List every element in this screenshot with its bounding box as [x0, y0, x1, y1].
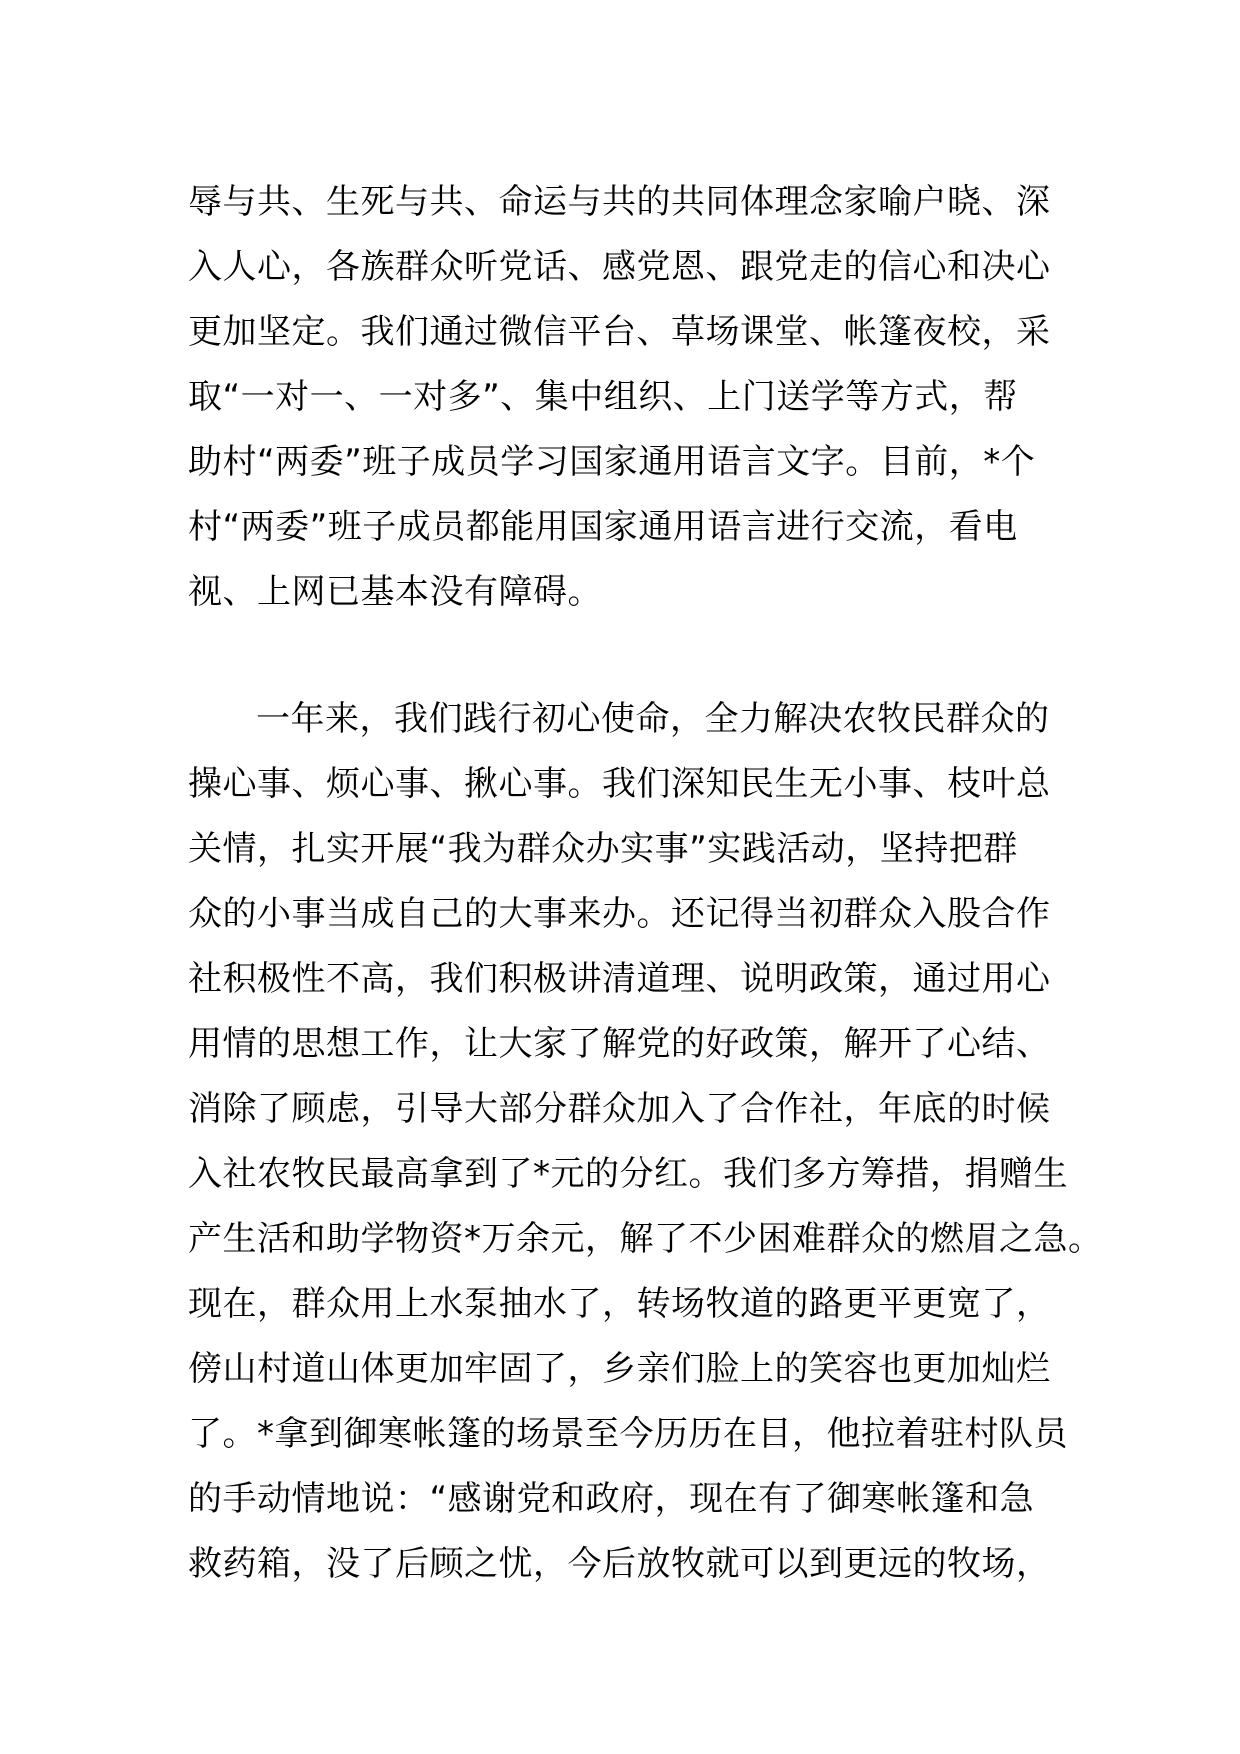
text-line: 用情的思想工作，让大家了解党的好政策，解开了心结、: [188, 1024, 1051, 1064]
text-line: 视、上网已基本没有障碍。: [188, 572, 602, 612]
text-line: 更加坚定。我们通过微信平台、草场课堂、帐篷夜校，采: [188, 312, 1051, 352]
text-line: 入人心，各族群众听党话、感党恩、跟党走的信心和决心: [188, 247, 1051, 287]
paragraph-1: [188, 170, 1068, 625]
text-line: 社积极性不高，我们积极讲清道理、说明政策，通过用心: [188, 959, 1051, 999]
text-line: 村“两委”班子成员都能用国家通用语言进行交流，看电: [188, 507, 1018, 547]
text-line: 了。*拿到御寒帐篷的场景至今历历在目，他拉着驻村队员: [188, 1414, 1068, 1454]
text-line: 众的小事当成自己的大事来办。还记得当初群众入股合作: [188, 894, 1051, 934]
text-line: 入社农牧民最高拿到了*元的分红。我们多方筹措，捐赠生: [188, 1154, 1068, 1194]
text-line: 救药箱，没了后顾之忧，今后放牧就可以到更远的牧场，: [188, 1544, 1051, 1584]
text-line: 关情，扎实开展“我为群众办实事”实践活动，坚持把群: [188, 829, 1018, 869]
text-line: 辱与共、生死与共、命运与共的共同体理念家喻户晓、深: [188, 182, 1051, 222]
text-line: 取“一对一、一对多”、集中组织、上门送学等方式，帮: [188, 377, 1018, 417]
text-line: 的手动情地说：“感谢党和政府，现在有了御寒帐篷和急: [188, 1479, 1035, 1519]
text-line: 现在，群众用上水泵抽水了，转场牧道的路更平更宽了，: [188, 1284, 1051, 1324]
text-line: 傍山村道山体更加牢固了，乡亲们脸上的笑容也更加灿烂: [188, 1349, 1051, 1389]
text-line: 助村“两委”班子成员学习国家通用语言文字。目前，*个: [188, 442, 1036, 482]
paragraph-2: [188, 687, 1103, 1597]
text-line: 消除了顾虑，引导大部分群众加入了合作社，年底的时候: [188, 1089, 1051, 1129]
text-line: 操心事、烦心事、揪心事。我们深知民生无小事、枝叶总: [188, 764, 1051, 804]
text-line: 一年来，我们践行初心使命，全力解决农牧民群众的: [256, 699, 1050, 739]
text-line: 产生活和助学物资*万余元，解了不少困难群众的燃眉之急。: [188, 1219, 1103, 1259]
